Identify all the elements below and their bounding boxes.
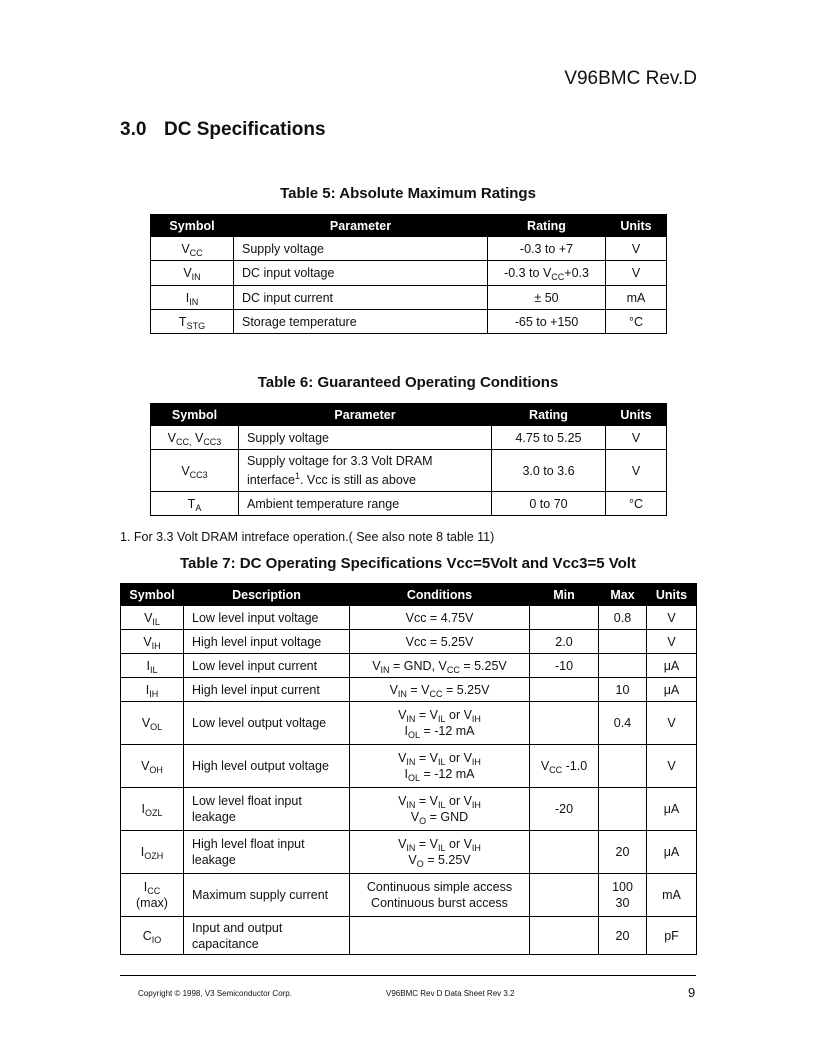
units-cell: μA [647,654,697,678]
col-header-symbol: Symbol [151,215,234,237]
max-cell [599,788,647,831]
table-row [121,831,697,874]
table7-header-row [121,584,697,606]
table-row [121,745,697,788]
units-cell: mA [647,874,697,917]
min-cell: 2.0 [530,630,599,654]
conditions-cell: Vcc = 5.25V [350,630,530,654]
conditions-cell: $V_{IN} = V_{IL}$ or $V_{IH}$ $I_{OL} = -12$ mA [350,745,530,788]
min-cell [530,606,599,630]
max-cell: 0.8 [599,606,647,630]
table-row [121,874,697,917]
table6-header-row [151,404,667,426]
symbol-cell: $T_A$ [151,492,239,516]
symbol-cell: $V_{IN}$ [151,261,234,286]
conditions-cell: $V_{IN} = V_{IL}$ or $V_{IH}$ $V_O = 5.25V$ [350,831,530,874]
units-cell: μA [647,788,697,831]
description-cell: Input and output capacitance [184,917,350,955]
units-cell: °C [606,310,667,334]
max-cell: 100 30 [599,874,647,917]
max-cell: 20 [599,831,647,874]
min-cell [530,831,599,874]
col-header-units: Units [606,215,667,237]
units-cell: °C [606,492,667,516]
table5-absolute-maximum-ratings [150,214,667,334]
units-cell: μA [647,831,697,874]
description-cell: Low level input current [184,654,350,678]
conditions-cell: Continuous simple access Continuous burst access [350,874,530,917]
description-cell: High level input current [184,678,350,702]
section-title: DC Specifications [164,119,326,140]
col-header-parameter: Parameter [239,404,492,426]
min-cell [530,678,599,702]
section-number: 3.0 [120,119,147,140]
units-cell: V [647,702,697,745]
col-header-description: Description [184,584,350,606]
symbol-cell: $V_{OL}$ [121,702,184,745]
symbol-cell: $I_{OZH}$ [121,831,184,874]
symbol-cell: $V_{IL}$ [121,606,184,630]
table5-caption: Table 5: Absolute Maximum Ratings [280,185,536,202]
description-cell: High level float input leakage [184,831,350,874]
table-row [121,630,697,654]
rating-cell: ± 50 [488,286,606,310]
max-cell [599,745,647,788]
max-cell: 10 [599,678,647,702]
footer-copyright: Copyright © 1998, V3 Semiconductor Corp. [138,989,292,998]
min-cell: $V_{CC}$ -1.0 [530,745,599,788]
description-cell: Maximum supply current [184,874,350,917]
rating-cell: 0 to 70 [492,492,606,516]
min-cell [530,874,599,917]
symbol-cell: $I_{IN}$ [151,286,234,310]
symbol-cell: $V_{CC,}$ $V_{CC3}$ [151,426,239,450]
col-header-min: Min [530,584,599,606]
conditions-cell: $V_{IN} = V_{IL}$ or $V_{IH}$ $I_{OL} = -12$ mA [350,702,530,745]
rating-cell: -65 to +150 [488,310,606,334]
table-row [121,654,697,678]
document-header-title: V96BMC Rev.D [564,68,697,89]
units-cell: V [606,426,667,450]
description-cell: High level output voltage [184,745,350,788]
symbol-cell: $I_{CC}$ (max) [121,874,184,917]
footer-document-title: V96BMC Rev D Data Sheet Rev 3.2 [386,989,515,998]
units-cell: V [606,450,667,492]
col-header-units: Units [606,404,667,426]
symbol-cell: $I_{IL}$ [121,654,184,678]
units-cell: V [647,606,697,630]
table7-dc-operating-specifications [120,583,697,955]
units-cell: V [647,630,697,654]
min-cell [530,917,599,955]
description-cell: Low level output voltage [184,702,350,745]
description-cell: High level input voltage [184,630,350,654]
min-cell: -20 [530,788,599,831]
units-cell: V [606,261,667,286]
rating-cell: 3.0 to 3.6 [492,450,606,492]
footnote: 1. For 3.3 Volt DRAM intreface operation.( See also note 8 table 11) [120,530,495,544]
table-row [151,310,667,334]
parameter-cell: DC input current [234,286,488,310]
parameter-cell: Supply voltage [234,237,488,261]
col-header-conditions: Conditions [350,584,530,606]
description-cell: Low level float input leakage [184,788,350,831]
units-cell: pF [647,917,697,955]
symbol-cell: $T_{STG}$ [151,310,234,334]
col-header-symbol: Symbol [151,404,239,426]
units-cell: V [606,237,667,261]
page-number: 9 [688,985,696,1000]
table-row [151,450,667,492]
col-header-rating: Rating [488,215,606,237]
table5-header-row [151,215,667,237]
rating-cell: 4.75 to 5.25 [492,426,606,450]
symbol-cell: $V_{CC3}$ [151,450,239,492]
units-cell: μA [647,678,697,702]
col-header-parameter: Parameter [234,215,488,237]
conditions-cell: $V_{IN} = V_{CC} = 5.25V$ [350,678,530,702]
table-row [151,237,667,261]
symbol-cell: $V_{CC}$ [151,237,234,261]
table-row [151,492,667,516]
parameter-cell: Supply voltage for 3.3 Volt DRAM interface$^1$. Vcc is still as above [239,450,492,492]
table-row [151,261,667,286]
symbol-cell: $I_{OZL}$ [121,788,184,831]
parameter-cell: DC input voltage [234,261,488,286]
units-cell: mA [606,286,667,310]
section-heading [120,119,326,141]
table-row [151,426,667,450]
table-row [121,702,697,745]
conditions-cell: $V_{IN}$ = GND, $V_{CC} = 5.25V$ [350,654,530,678]
footer-divider [120,975,696,976]
table-row [121,788,697,831]
max-cell [599,654,647,678]
max-cell [599,630,647,654]
description-cell: Low level input voltage [184,606,350,630]
table-row [121,678,697,702]
max-cell: 20 [599,917,647,955]
max-cell: 0.4 [599,702,647,745]
parameter-cell: Storage temperature [234,310,488,334]
rating-cell: -0.3 to +7 [488,237,606,261]
rating-cell: -0.3 to $V_{CC}+0.3$ [488,261,606,286]
table-row [121,917,697,955]
col-header-max: Max [599,584,647,606]
parameter-cell: Supply voltage [239,426,492,450]
min-cell: -10 [530,654,599,678]
col-header-symbol: Symbol [121,584,184,606]
symbol-cell: $C_{IO}$ [121,917,184,955]
table6-guaranteed-operating-conditions [150,403,667,516]
table-row [151,286,667,310]
units-cell: V [647,745,697,788]
conditions-cell: $V_{IN} = V_{IL}$ or $V_{IH}$ $V_O$ = GND [350,788,530,831]
conditions-cell: Vcc = 4.75V [350,606,530,630]
table7-caption: Table 7: DC Operating Specifications Vcc=5Volt and Vcc3=5 Volt [180,555,636,572]
min-cell [530,702,599,745]
col-header-units: Units [647,584,697,606]
parameter-cell: Ambient temperature range [239,492,492,516]
table6-caption: Table 6: Guaranteed Operating Conditions [257,374,559,391]
col-header-rating: Rating [492,404,606,426]
symbol-cell: $I_{IH}$ [121,678,184,702]
symbol-cell: $V_{OH}$ [121,745,184,788]
symbol-cell: $V_{IH}$ [121,630,184,654]
conditions-cell [350,917,530,955]
table-row [121,606,697,630]
